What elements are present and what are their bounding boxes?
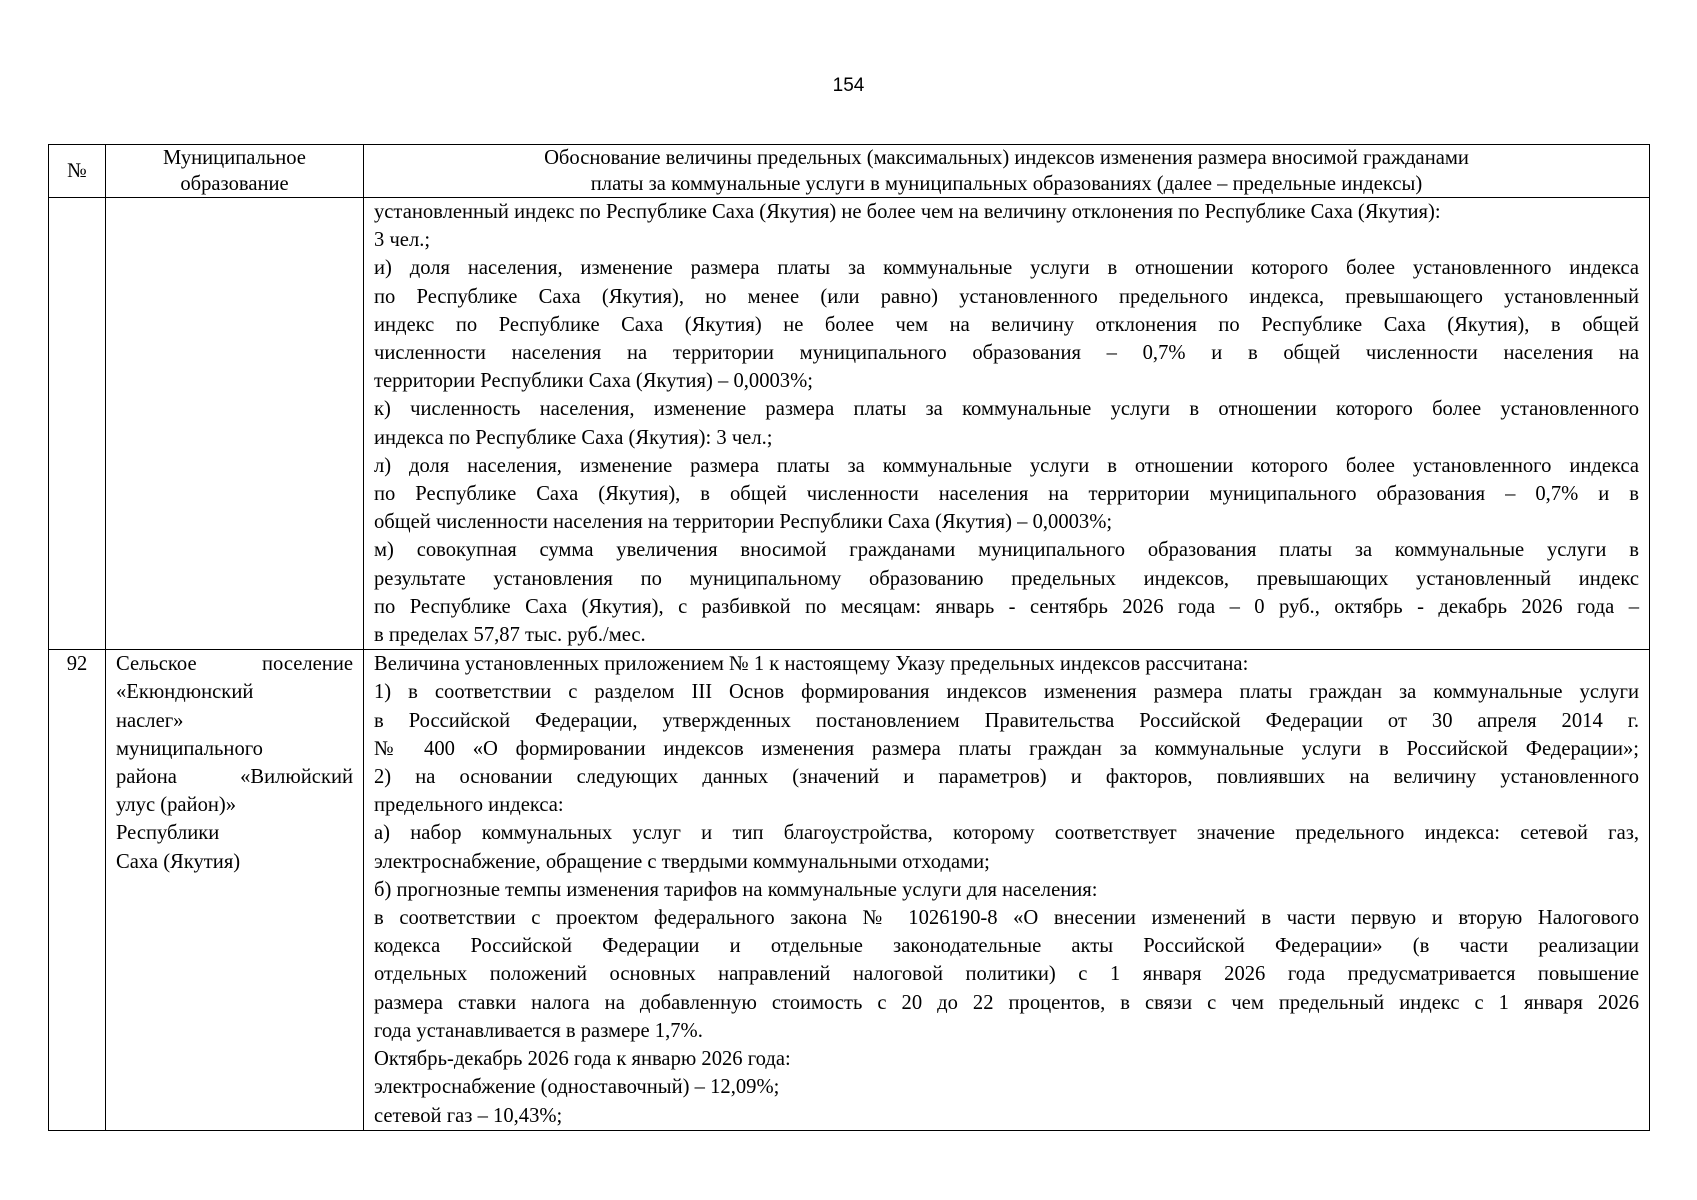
- justification-line: территории Республики Саха (Якутия) – 0,0003%;: [374, 370, 813, 393]
- row-number-cell: [49, 198, 106, 650]
- justification-line: в Российской Федерации, утвержденных постановлением Правительства Российской Федерации от 30 апреля 2014 г.: [374, 709, 1639, 732]
- municipality-cell: [106, 198, 364, 650]
- justification-line: индекс по Республике Саха (Якутия) не более чем на величину отклонения по Республике Саха (Якутия), в общей: [374, 313, 1639, 336]
- municipality-line: муниципального: [116, 737, 263, 760]
- justification-line: по Республике Саха (Якутия), но менее (или равно) установленного предельного индекса, превышающего установленный: [374, 285, 1639, 308]
- row-number-cell: [49, 650, 106, 1130]
- justification-line: сетевой газ – 10,43%;: [374, 1104, 563, 1127]
- justification-line: м) совокупная сумма увеличения вносимой гражданами муниципального образования платы за коммунальные услуги в: [374, 539, 1639, 562]
- justification-line: электроснабжение, обращение с твердыми коммунальными отходами;: [374, 850, 990, 873]
- justification-line: общей численности населения на территории Республики Саха (Якутия) – 0,0003%;: [374, 511, 1113, 534]
- municipality-line: Саха (Якутия): [116, 850, 241, 873]
- municipality-cell: [106, 650, 364, 1130]
- row-number: 92: [66, 653, 88, 676]
- justification-line: численности населения на территории муниципального образования – 0,7% и в общей численности населения на: [374, 342, 1639, 365]
- municipality-line: «Екюндюнский: [116, 681, 254, 704]
- justification-line: по Республике Саха (Якутия), с разбивкой по месяцам: январь - сентябрь 2026 года – 0 руб., октябрь - декабрь 2026 года –: [374, 595, 1639, 618]
- justification-line: кодекса Российской Федерации и отдельные законодательные акты Российской Федерации» (в части реализации: [374, 935, 1639, 958]
- justification-line: установленный индекс по Республике Саха (Якутия) не более чем на величину отклонения по Республике Саха (Якутия):: [374, 201, 1441, 223]
- municipality-line: улус (район)»: [116, 794, 237, 817]
- justification-line: 1) в соответствии с разделом III Основ формирования индексов изменения размера платы граждан за коммунальные услуги: [374, 681, 1639, 704]
- justification-line: 2) на основании следующих данных (значений и параметров) и факторов, повлиявших на величину установленного: [374, 766, 1639, 789]
- justification-line: Величина установленных приложением № 1 к настоящему Указу предельных индексов рассчитана:: [374, 653, 1249, 676]
- indices-table: [48, 144, 1650, 1131]
- municipality-line: Сельское поселение: [116, 653, 353, 676]
- header-justification: Обоснование величины предельных (максимальных) индексов изменения размера вносимой гражданами платы за коммунальные услуги в муниципальных образованиях (далее – предельные индексы): [364, 145, 1650, 198]
- justification-line: в пределах 57,87 тыс. руб./мес.: [374, 624, 646, 647]
- justification-line: к) численность населения, изменение размера платы за коммунальные услуги в отношении которого более установленного: [374, 398, 1639, 421]
- header-number: №: [49, 145, 106, 198]
- justification-line: в соответствии с проектом федерального закона № 1026190-8 «О внесении изменений в части первую и вторую Налогового: [374, 907, 1639, 930]
- justification-line: л) доля населения, изменение размера платы за коммунальные услуги в отношении которого более установленного индекса: [374, 454, 1639, 477]
- justification-line: и) доля населения, изменение размера платы за коммунальные услуги в отношении которого более установленного индекса: [374, 257, 1639, 280]
- table-header-row: [49, 145, 1650, 198]
- municipality-line: наслег»: [116, 709, 184, 732]
- justification-line: б) прогнозные темпы изменения тарифов на коммунальные услуги для населения:: [374, 878, 1098, 901]
- header-municipality: Муниципальное образование: [106, 145, 364, 198]
- page-number: 154: [832, 75, 865, 96]
- justification-cell: [364, 198, 1650, 650]
- justification-cell: [364, 650, 1650, 1130]
- municipality-line: района «Вилюйский: [116, 766, 353, 789]
- table-row: [49, 198, 1650, 650]
- justification-line: а) набор коммунальных услуг и тип благоустройства, которому соответствует значение предельного индекса: сетевой газ,: [374, 822, 1639, 845]
- justification-line: предельного индекса:: [374, 794, 564, 817]
- justification-line: Октябрь-декабрь 2026 года к январю 2026 года:: [374, 1048, 791, 1071]
- justification-line: отдельных положений основных направлений налоговой политики) с 1 января 2026 года предусматривается повышение: [374, 963, 1639, 986]
- table-row: [49, 650, 1650, 1130]
- justification-line: № 400 «О формировании индексов изменения размера платы граждан за коммунальные услуги в Российской Федерации»;: [374, 737, 1639, 760]
- municipality-line: Республики: [116, 822, 220, 845]
- justification-line: 3 чел.;: [374, 229, 431, 252]
- justification-line: года устанавливается в размере 1,7%.: [374, 1019, 703, 1042]
- justification-line: электроснабжение (одноставочный) – 12,09%;: [374, 1076, 780, 1099]
- justification-line: результате установления по муниципальному образованию предельных индексов, превышающих установленный индекс: [374, 567, 1639, 590]
- justification-line: по Республике Саха (Якутия), в общей численности населения на территории муниципального образования – 0,7% и в: [374, 483, 1639, 506]
- justification-line: размера ставки налога на добавленную стоимость с 20 до 22 процентов, в связи с чем предельный индекс с 1 января 2026: [374, 991, 1639, 1014]
- justification-line: индекса по Республике Саха (Якутия): 3 чел.;: [374, 426, 773, 449]
